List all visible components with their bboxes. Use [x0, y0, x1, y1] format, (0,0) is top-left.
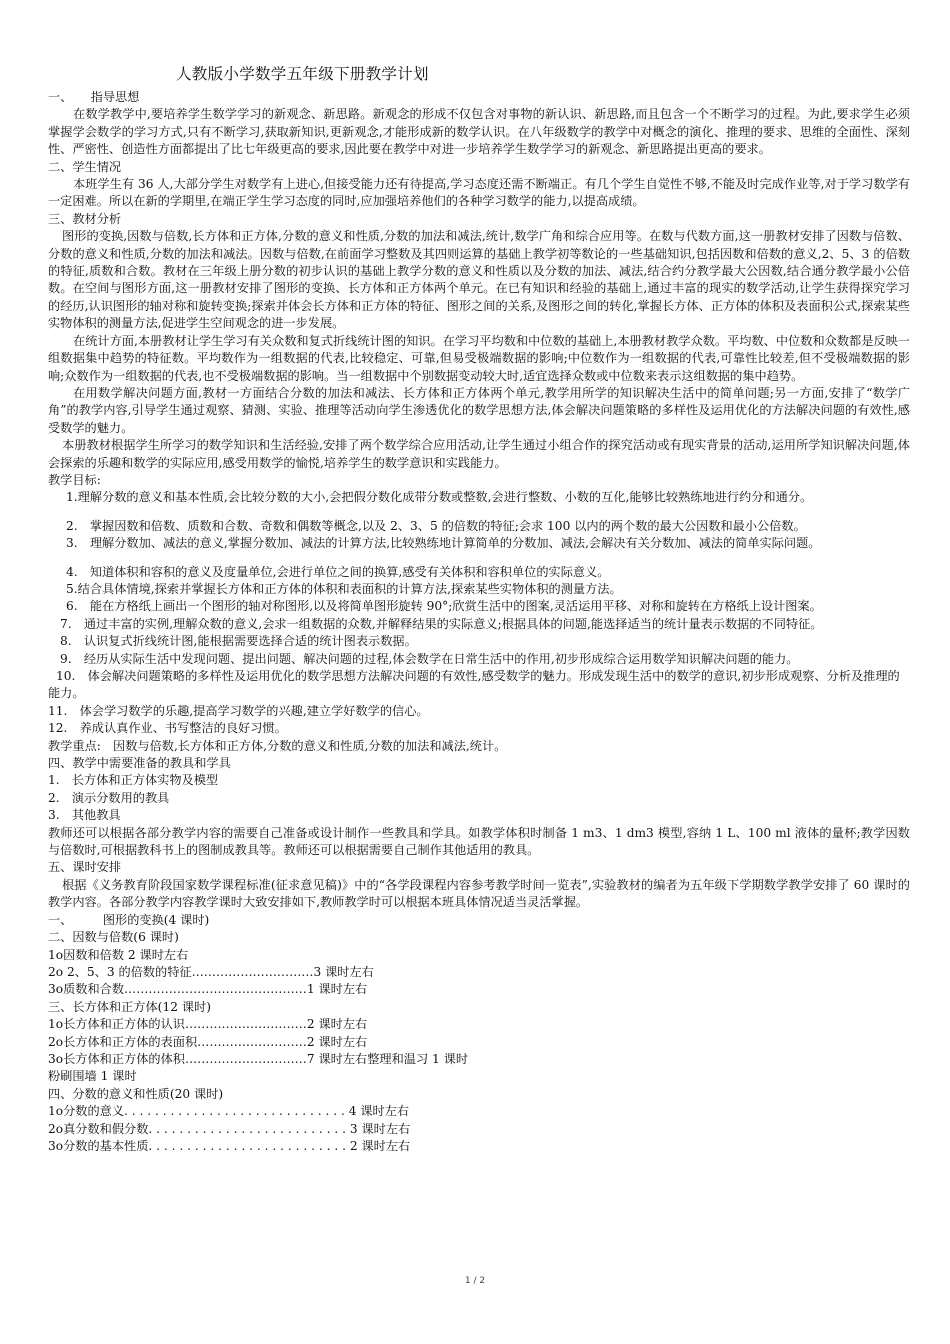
goal-item-7: 7. 通过丰富的实例,理解众数的意义,会求一组数据的众数,并解释结果的实际意义;根据具体的问题,能选择适当的统计量表示数据的不同特征。 [60, 616, 823, 631]
schedule-line: 1o分数的意义. . . . . . . . . . . . . . . . . . . . . . . . . . . . . 4 课时左右 [48, 1104, 410, 1119]
goal-item-5: 5.结合具体情境,探索并掌握长方体和正方体的体积和表面积的计算方法,探索某些实物体积的测量方法。 [66, 581, 622, 596]
spacer [48, 553, 910, 564]
document-page [48, 0, 910, 1155]
goal-item-11: 11. 体会学习数学的乐趣,提高学习数学的兴趣,建立学好数学的信心。 [48, 703, 429, 718]
schedule-line: 四、分数的意义和性质(20 课时) [48, 1086, 224, 1101]
paragraph-textbook-2: 在统计方面,本册教材让学生学习有关众数和复式折线统计图的知识。在学习平均数和中位数的基础上,本册教材教学众数。平均数、中位数和众数都是反映一组数据集中趋势的特征数。平均数作为一组数据的代表,比较稳定、可靠,但易受极端数据的影响;中位数作为一组数据的代表,可靠性比较差,但不受极端数据的影响;众数作为一组数据的代表,也不受极端数据的影响。当一组数据中个别数据变动较大时,适宜选择众数或中位数来表示这组数据的集中趋势。 [48, 333, 910, 383]
paragraph-guiding-thought: 在数学教学中,要培养学生数学学习的新观念、新思路。新观念的形成不仅包含对事物的新认识、新思路,而且包含一个不断学习的过程。为此,要求学生必须掌握学会数学的学习方式,只有不断学习,获取新知识,更新观念,才能形成新的数学认识。在八年级数学的教学中对概念的演化、推理的要求、思维的全面性、深刻性、严密性、创造性方面都提出了比七年级更高的要求,因此要在教学中对进一步培养学生数学学习的新观念、新思路提出更高的要求。 [48, 107, 910, 157]
teaching-key-points: 教学重点: 因数与倍数,长方体和正方体,分数的意义和性质,分数的加法和减法,统计。 [48, 738, 507, 753]
section-heading-guiding-thought: 一、 指导思想 [48, 90, 140, 104]
section-heading-students: 二、学生情况 [48, 159, 122, 174]
paragraph-students: 本班学生有 36 人,大部分学生对数学有上进心,但接受能力还有待提高,学习态度还需不断端正。有几个学生自觉性不够,不能及时完成作业等,对于学习数学有一定困难。所以在新的学期里,在端正学生学习态度的同时,应加强培养他们的各种学习数学的能力,以提高成绩。 [48, 177, 910, 209]
schedule-line: 1o因数和倍数 2 课时左右 [48, 947, 189, 962]
paragraph-textbook-4: 本册教材根据学生所学习的数学知识和生活经验,安排了两个数学综合应用活动,让学生通过小组合作的探究活动或有现实背景的活动,运用所学知识解决问题,体会探索的乐趣和数学的实际应用,感受用数学的愉悦,培养学生的数学意识和实践能力。 [48, 438, 910, 470]
aid-item-1: 1. 长方体和正方体实物及模型 [48, 773, 219, 788]
section-heading-textbook-analysis: 三、教材分析 [48, 211, 122, 226]
schedule-line: 粉刷围墙 1 课时 [48, 1069, 137, 1084]
schedule-line: 3o长方体和正方体的体积…………………………7 课时左右整理和温习 1 课时 [48, 1051, 469, 1066]
goal-item-6: 6. 能在方格纸上画出一个图形的轴对称图形,以及将简单图形旋转 90°;欣赏生活中的图案,灵活运用平移、对称和旋转在方格纸上设计图案。 [66, 599, 822, 614]
document-title: 人教版小学数学五年级下册教学计划 [176, 65, 429, 83]
goal-item-2: 2. 掌握因数和倍数、质数和合数、奇数和偶数等概念,以及 2、3、5 的倍数的特征;会求 100 以内的两个数的最大公因数和最小公倍数。 [66, 518, 806, 533]
schedule-line: 2o真分数和假分数. . . . . . . . . . . . . . . . . . . . . . . . . . 3 课时左右 [48, 1121, 411, 1136]
goal-item-8: 8. 认识复式折线统计图,能根据需要选择合适的统计图表示数据。 [60, 634, 417, 649]
paragraph-textbook-1: 图形的变换,因数与倍数,长方体和正方体,分数的意义和性质,分数的加法和减法,统计,数学广角和综合应用等。在数与代数方面,这一册教材安排了因数与倍数、分数的意义和性质,分数的加法和减法。因数与倍数,在前面学习整数及其四则运算的基础上教学初等数论的一些基础知识,包括因数和倍数的意义,2、5、3 的倍数的特征,质数和合数。教材在三年级上册分数的初步认识的基础上教学分数的意义和性质以及分数的加法、减法,结合约分教学最大公因数,结合通分教学最小公倍数。在空间与图形方面,这一册教材安排了图形的变换、长方体和正方体两个单元。在已有知识和经验的基础上,通过丰富的现实的数学活动,让学生获得探究学习的经历,认识图形的轴对称和旋转变换;探索并体会长方体和正方体的特征、图形之间的关系,及图形之间的转化,掌握长方体、正方体的体积及表面积公式,探索某些实物体积的测量方法,促进学生空间观念的进一步发展。 [48, 229, 910, 331]
goal-item-3: 3. 理解分数加、减法的意义,掌握分数加、减法的计算方法,比较熟练地计算简单的分数加、减法,会解决有关分数加、减法的简单实际问题。 [66, 536, 821, 551]
goal-item-10: 10. 体会解决问题策略的多样性及运用优化的数学思想方法解决问题的有效性,感受数学的魅力。形成发现生活中的数学的意识,初步形成观察、分析及推理的能力。 [48, 669, 900, 701]
goal-item-4: 4. 知道体积和容积的意义及度量单位,会进行单位之间的换算,感受有关体积和容积单位的实际意义。 [66, 564, 610, 579]
aid-item-3: 3. 其他教具 [48, 808, 121, 823]
schedule-line: 一、 图形的变换(4 课时) [48, 912, 210, 927]
section-heading-teaching-aids: 四、教学中需要准备的教具和学具 [48, 756, 231, 771]
schedule-line: 2o长方体和正方体的表面积………………………2 课时左右 [48, 1034, 368, 1049]
schedule-list [48, 912, 910, 1156]
schedule-line: 三、长方体和正方体(12 课时) [48, 999, 211, 1014]
goal-item-1: 1.理解分数的意义和基本性质,会比较分数的大小,会把假分数化成带分数或整数,会进行整数、小数的互化,能够比较熟练地进行约分和通分。 [66, 490, 813, 505]
schedule-line: 二、因数与倍数(6 课时) [48, 930, 179, 945]
schedule-line: 2o 2、5、3 的倍数的特征…………………………3 课时左右 [48, 964, 374, 979]
schedule-line: 1o长方体和正方体的认识…………………………2 课时左右 [48, 1017, 368, 1032]
schedule-line: 3o分数的基本性质. . . . . . . . . . . . . . . . . . . . . . . . . . 2 课时左右 [48, 1138, 411, 1153]
goal-item-9: 9. 经历从实际生活中发现问题、提出问题、解决问题的过程,体会数学在日常生活中的作用,初步形成综合运用数学知识解决问题的能力。 [60, 651, 799, 666]
page-number: 1 / 2 [464, 1276, 486, 1286]
paragraph-schedule: 根据《义务教育阶段国家数学课程标准(征求意见稿)》中的“各学段课程内容参考教学时间一览表”,实验教材的编者为五年级下学期数学教学安排了 60 课时的教学内容。各部分教学内容教学课时大致安排如下,教师教学时可以根据本班具体情况适当灵活掌握。 [48, 877, 910, 910]
paragraph-teaching-aids: 教师还可以根据各部分教学内容的需要自己准备或设计制作一些教具和学具。如教学体积时制备 1 m3、1 dm3 模型,容纳 1 L、100 ml 液体的量杯;教学因数与倍数时,可根据教科书上的图制成教具等。教师还可以根据需要自己制作其他适用的教具。 [48, 825, 910, 858]
goal-item-12: 12. 养成认真作业、书写整洁的良好习惯。 [48, 721, 287, 736]
aid-item-2: 2. 演示分数用的教具 [48, 790, 170, 805]
goals-heading: 教学目标: [48, 472, 101, 487]
section-heading-schedule: 五、课时安排 [48, 860, 122, 875]
schedule-line: 3o质数和合数………………………………………1 课时左右 [48, 982, 368, 997]
paragraph-textbook-3: 在用数学解决问题方面,教材一方面结合分数的加法和减法、长方体和正方体两个单元,教学用所学的知识解决生活中的简单问题;另一方面,安排了“数学广角”的教学内容,引导学生通过观察、猜测、实验、推理等活动向学生渗透优化的数学思想方法,体会解决问题策略的多样性及运用优化的方法解决问题的有效性,感受数学的魅力。 [48, 385, 910, 435]
spacer [48, 507, 910, 518]
